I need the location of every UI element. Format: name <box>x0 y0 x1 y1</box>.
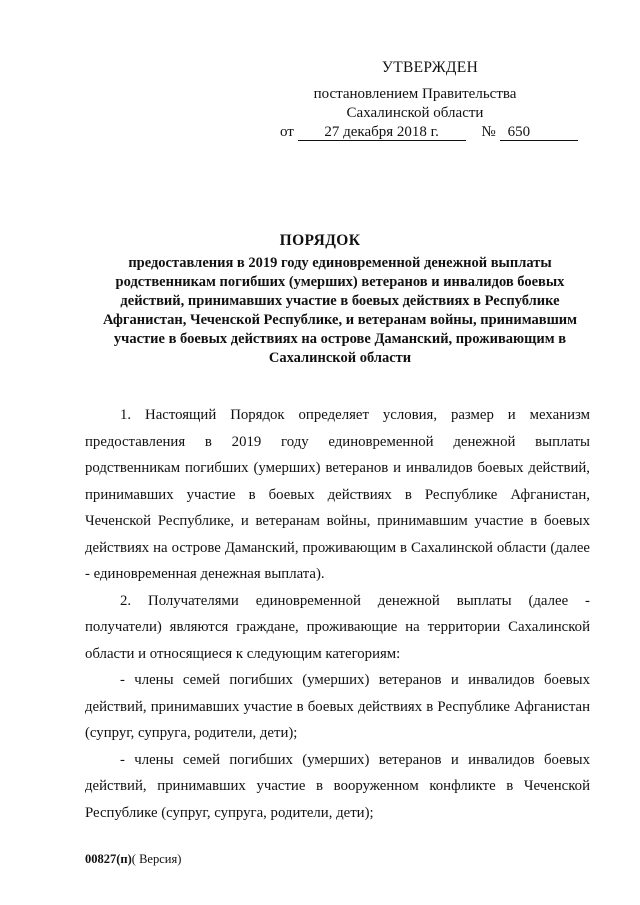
paragraph-3: - члены семей погибших (умерших) ветеранов и инвалидов боевых действий, принимавших участие в боевых действиях в Республике Афганистан (супруг, супруга, родители, дети); <box>85 672 590 741</box>
approval-from-label: от <box>280 124 294 140</box>
approval-date: 27 декабря 2018 г. <box>298 124 466 141</box>
paragraph-2: 2. Получателями единовременной денежной выплаты (далее - получатели) являются граждане, проживающие на территории Сахалинской области и относящиеся к следующим категориям: <box>85 592 590 662</box>
approval-number: 650 <box>500 124 578 141</box>
footer-version: ( Версия) <box>131 852 182 866</box>
approval-stamp <box>280 58 550 142</box>
approval-number-label: № <box>481 124 496 140</box>
paragraph-4: - члены семей погибших (умерших) ветеранов и инвалидов боевых действий, принимавших участие в вооруженном конфликте в Чеченской Республике (супруг, супруга, родители, дети); <box>85 751 590 821</box>
document-subtitle: предоставления в 2019 году единовременной денежной выплаты родственникам погибших (умерших) ветеранов и инвалидов боевых действий, принимавших участие в боевых действиях в Республике Афганистан, Чеченской Республике, и ветеранам войны, принимавшим участие в боевых действиях на острове Даманский, проживающим в Сахалинской области <box>102 255 578 366</box>
approval-line-1: постановлением Правительства <box>313 86 517 102</box>
footer-code-number: 00827(п) <box>85 852 132 866</box>
approval-date-line <box>280 123 550 142</box>
paragraph-1: 1. Настоящий Порядок определяет условия, размер и механизм предоставления в 2019 году единовременной денежной выплаты родственникам погибших (умерших) ветеранов и инвалидов боевых действий, принимавших участие в боевых действиях в Республике Афганистан, Чеченской Республике, и ветеранам войны, принимавшим участие в боевых действиях на острове Даманский, проживающим в Сахалинской области (далее - единовременная денежная выплата). <box>85 407 590 582</box>
footer-code <box>85 852 181 867</box>
document-body <box>85 402 590 826</box>
document-title: ПОРЯДОК <box>279 232 361 249</box>
approval-title: УТВЕРЖДЕН <box>381 59 479 76</box>
approval-line-2: Сахалинской области <box>346 105 484 121</box>
